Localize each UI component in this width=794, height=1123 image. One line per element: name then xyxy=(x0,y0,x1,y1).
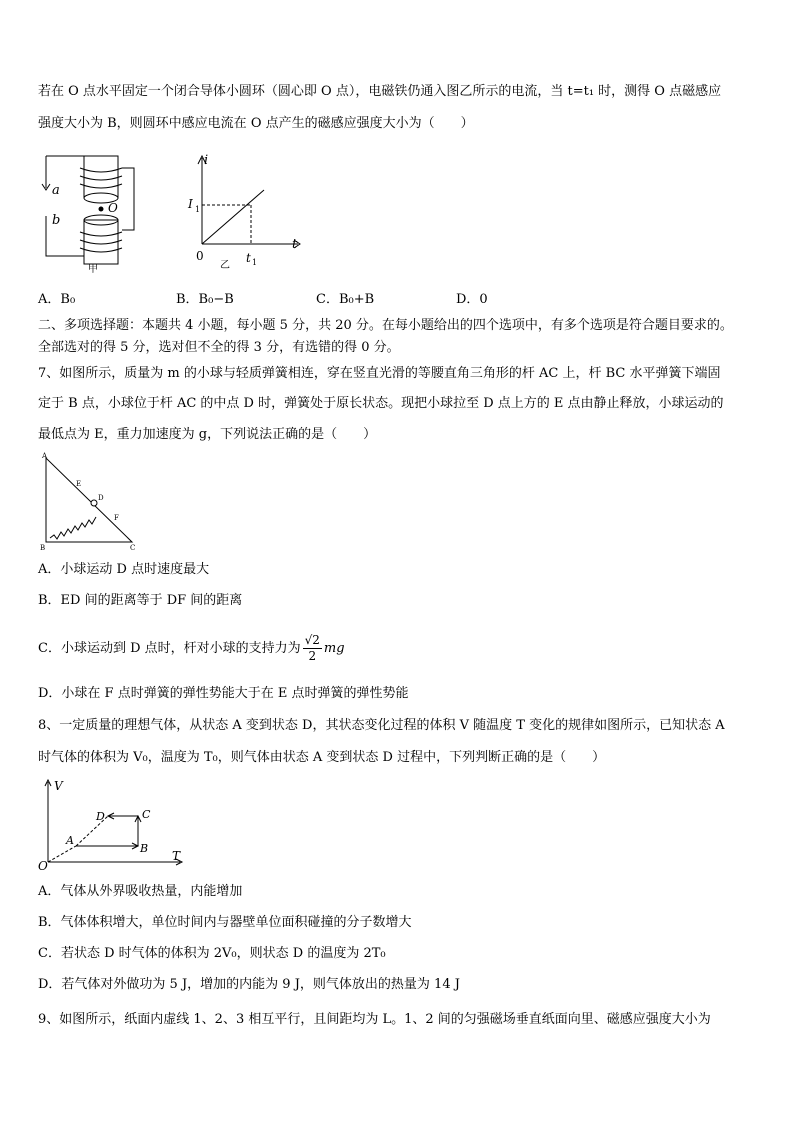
i1-label: I xyxy=(188,197,193,211)
q6-stem-line2: 强度大小为 B，则圆环中感应电流在 O 点产生的磁感应强度大小为（ ） xyxy=(38,116,474,131)
v-t-graph xyxy=(36,776,186,871)
q8-stem-line1: 8、一定质量的理想气体，从状态 A 变到状态 D，其状态变化过程的体积 V 随温度 T 变化的规律如图所示，已知状态 A xyxy=(38,718,725,733)
section2-instructions-line2: 全部选对的得 5 分，选对但不全的得 3 分，有选错的得 0 分。 xyxy=(38,340,400,355)
q7-option-b[interactable]: B．ED 间的距离等于 DF 间的距离 xyxy=(38,593,243,608)
t1-subscript: 1 xyxy=(252,258,258,267)
current-time-graph xyxy=(186,150,306,270)
q8-option-b[interactable]: B．气体体积增大，单位时间内与器壁单位面积碰撞的分子数增大 xyxy=(38,915,412,930)
q8-stem-line2: 时气体的体积为 V₀，温度为 T₀，则气体由状态 A 变到状态 D 过程中，下列判断正确的是（ ） xyxy=(38,750,606,765)
q8-option-c[interactable]: C．若状态 D 时气体的体积为 2V₀，则状态 D 的温度为 2T₀ xyxy=(38,946,386,961)
axis-t-label-q8: T xyxy=(172,849,181,863)
state-d-label: D xyxy=(96,810,105,823)
q7-option-c[interactable] xyxy=(38,632,345,666)
section2-instructions-line1: 二、多项选择题：本题共 4 小题，每小题 5 分，共 20 分。在每小题给出的四个选项中，有多个选项是符合题目要求的。 xyxy=(38,318,733,333)
q8-option-a[interactable]: A．气体从外界吸收热量，内能增加 xyxy=(38,884,243,899)
q6-option-c[interactable]: C．B₀+B xyxy=(316,292,375,307)
axis-i-label: i xyxy=(204,153,209,168)
t1-label: t xyxy=(246,251,251,265)
label-o: O xyxy=(108,201,118,215)
state-b-label: B xyxy=(140,842,149,855)
q7-option-c-text: C．小球运动到 D 点时，杆对小球的支持力为 xyxy=(38,641,301,656)
q6-option-d[interactable]: D．0 xyxy=(456,292,488,307)
q7-option-d[interactable]: D．小球在 F 点时弹簧的弹性势能大于在 E 点时弹簧的弹性势能 xyxy=(38,686,409,701)
q7-stem-line1: 7、如图所示，质量为 m 的小球与轻质弹簧相连，穿在竖直光滑的等腰直角三角形的杆 AC 上，杆 BC 水平弹簧下端固 xyxy=(38,366,721,381)
q7-option-c-mg: mg xyxy=(323,641,345,656)
label-D: D xyxy=(98,494,104,502)
q9-stem-line1: 9、如图所示，纸面内虚线 1、2、3 相互平行，且间距均为 L。1、2 间的匀强磁场垂直纸面向里、磁感应强度大小为 xyxy=(38,1012,711,1027)
label-a: a xyxy=(52,183,60,198)
axis-v-label: V xyxy=(54,779,63,793)
electromagnet-figure xyxy=(36,148,146,273)
label-E: E xyxy=(76,480,82,488)
axis-t-label: t xyxy=(292,237,298,252)
label-C: C xyxy=(130,544,136,552)
i1-subscript: 1 xyxy=(195,205,201,214)
q6-option-a[interactable]: A．B₀ xyxy=(38,292,76,307)
point-o-dot xyxy=(99,207,104,212)
q6-stem-line1: 若在 O 点水平固定一个闭合导体小圆环（圆心即 O 点），电磁铁仍通入图乙所示的电流，当 t=t₁ 时，测得 O 点磁感应 xyxy=(38,84,722,99)
q8-option-d[interactable]: D．若气体对外做功为 5 J，增加的内能为 9 J，则气体放出的热量为 14 J xyxy=(38,977,460,992)
sqrt2-over-2-fraction: $\frac{√2}{2}$ xyxy=(304,633,320,663)
q7-stem-line3: 最低点为 E，重力加速度为 g，下列说法正确的是（ ） xyxy=(38,427,377,442)
state-c-label: C xyxy=(142,808,151,821)
label-B: B xyxy=(40,544,46,552)
ball-d xyxy=(91,500,97,506)
current-line xyxy=(202,190,264,244)
state-a-label: A xyxy=(66,834,74,847)
triangle-spring-figure xyxy=(36,452,140,552)
q7-stem-line2: 定于 B 点，小球位于杆 AC 的中点 D 时，弹簧处于原长状态。现把小球拉至 D 点上方的 E 点由静止释放，小球运动的 xyxy=(38,396,724,411)
label-F: F xyxy=(114,514,119,522)
origin-o-label: O xyxy=(38,859,48,871)
origin-label: 0 xyxy=(196,249,204,263)
q6-option-b[interactable]: B．B₀−B xyxy=(176,292,234,307)
caption-jia: 甲 xyxy=(88,264,98,273)
q7-option-a[interactable]: A．小球运动 D 点时速度最大 xyxy=(38,562,210,577)
caption-yi: 乙 xyxy=(220,260,230,270)
label-A: A xyxy=(42,452,48,460)
label-b: b xyxy=(52,213,61,228)
